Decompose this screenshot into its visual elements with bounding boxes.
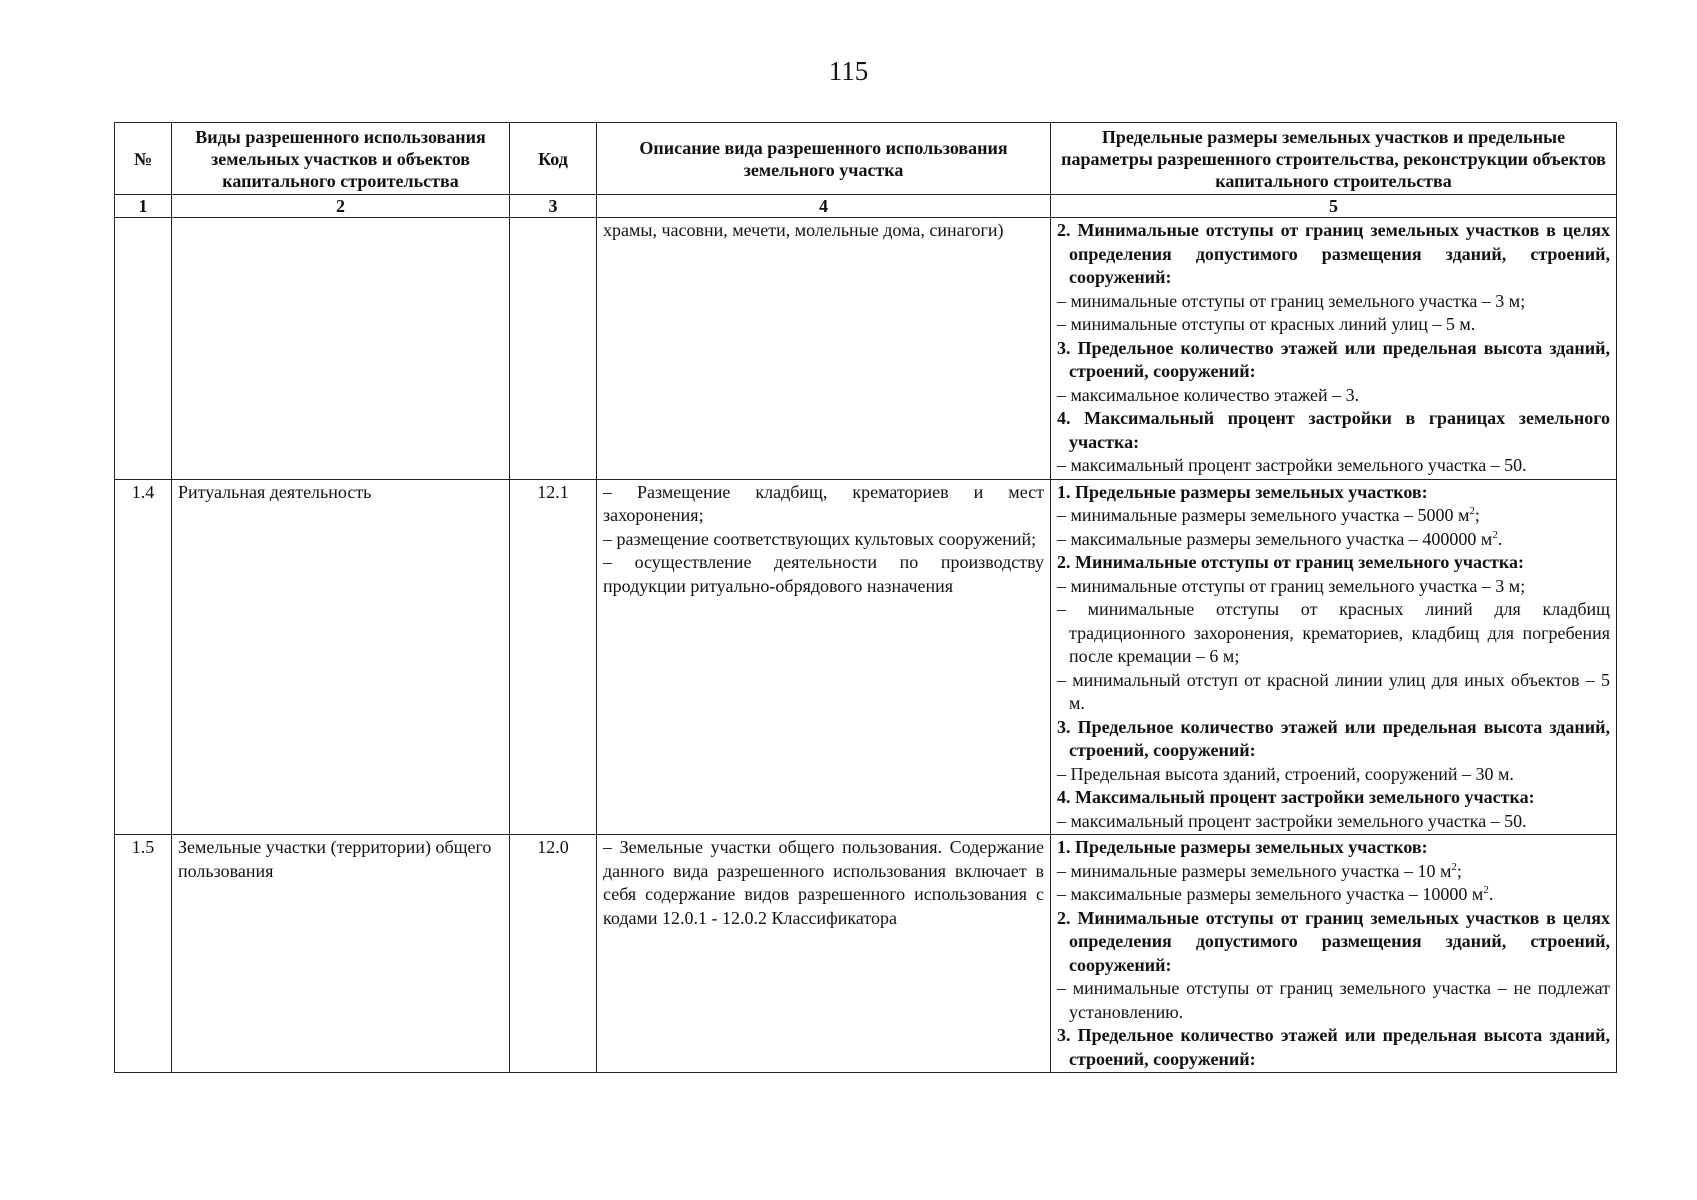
row-use-type: Земельные участки (территории) общего пользования: [172, 835, 510, 1073]
header-code: Код: [510, 123, 597, 195]
parameter-text: – минимальные отступы от красных линий улиц – 5 м.: [1057, 314, 1476, 334]
parameter-text: – минимальный отступ от красной линии улиц для иных объектов – 5 м.: [1057, 669, 1610, 713]
parameter-text: – Предельная высота зданий, строений, сооружений – 30 м.: [1057, 763, 1514, 784]
parameter-heading: [1057, 716, 1610, 763]
row-code: [510, 218, 597, 480]
parameter-item: [1057, 313, 1610, 337]
description-item: – осуществление деятельности по производству продукции ритуально-обрядового назначения: [603, 552, 1044, 596]
parameter-item: [1057, 763, 1610, 787]
parameter-text: – минимальные размеры земельного участка – 10 м: [1057, 860, 1452, 881]
header-description: Описание вида разрешенного использования земельного участка: [597, 123, 1051, 195]
parameter-item: [1057, 504, 1610, 528]
row-number: 1.4: [115, 479, 172, 835]
row-parameters: [1051, 835, 1617, 1073]
table-row: [115, 835, 1617, 1073]
column-number-row: [115, 195, 1617, 218]
parameter-text: – максимальный процент застройки земельного участка – 50.: [1057, 455, 1527, 475]
description-item: – Размещение кладбищ, крематориев и мест захоронения;: [603, 481, 1044, 525]
parameter-heading: [1057, 1024, 1610, 1071]
parameter-tail: .: [1488, 884, 1494, 904]
parameter-text: 4. Максимальный процент застройки земельного участка:: [1057, 787, 1535, 807]
header-use-type: Виды разрешенного использования земельных участков и объектов капитального строительства: [172, 123, 510, 195]
parameter-item: [1057, 977, 1610, 1024]
row-use-type: [172, 218, 510, 480]
parameter-heading: [1057, 407, 1610, 454]
parameter-text: – максимальное количество этажей – 3.: [1057, 384, 1360, 405]
parameter-tail: ;: [1474, 505, 1480, 525]
column-number: 3: [510, 195, 597, 218]
parameter-item: [1057, 669, 1610, 716]
column-number: 1: [115, 195, 172, 218]
parameter-heading: [1057, 219, 1610, 290]
parameter-text: 3. Предельное количество этажей или предельная высота зданий, строений, сооружений:: [1057, 337, 1610, 381]
parameter-item: [1057, 528, 1610, 552]
parameter-text: 3. Предельное количество этажей или предельная высота зданий, строений, сооружений:: [1057, 1025, 1610, 1069]
description-item: – Земельные участки общего пользования. Содержание данного вида разрешенного использования включает в себя содержание видов разрешенного использования с кодами 12.0.1 - 12.0.2 Классификатора: [603, 837, 1044, 928]
parameter-text: – минимальные отступы от границ земельного участка – не подлежат установлению.: [1057, 978, 1610, 1022]
land-use-table: [114, 122, 1617, 1073]
parameter-item: [1057, 860, 1610, 884]
parameter-text: – минимальные отступы от красных линий для кладбищ традиционного захоронения, крематориев, кладбищ для погребения после кремации – 6 м;: [1057, 599, 1610, 666]
parameter-item: [1057, 598, 1610, 669]
row-parameters: [1051, 218, 1617, 480]
parameter-heading: [1057, 551, 1610, 575]
row-number: 1.5: [115, 835, 172, 1073]
parameter-text: 1. Предельные размеры земельных участков:: [1057, 481, 1428, 502]
header-number: №: [115, 123, 172, 195]
parameter-heading: [1057, 907, 1610, 978]
parameter-text: 1. Предельные размеры земельных участков:: [1057, 837, 1428, 857]
page-number: 115: [828, 56, 869, 86]
row-code: 12.1: [510, 479, 597, 835]
parameter-text: – минимальные отступы от границ земельного участка – 3 м;: [1057, 575, 1526, 596]
table-row: [115, 479, 1617, 835]
parameter-text: – минимальные отступы от границ земельного участка – 3 м;: [1057, 290, 1526, 311]
parameter-heading: [1057, 337, 1610, 384]
row-use-type: Ритуальная деятельность: [172, 479, 510, 835]
table-row: [115, 218, 1617, 480]
superscript: 2: [1483, 884, 1489, 896]
parameter-heading: [1057, 836, 1610, 860]
column-number: 5: [1051, 195, 1617, 218]
parameter-text: – максимальные размеры земельного участка – 10000 м: [1057, 884, 1484, 904]
superscript: 2: [1469, 505, 1475, 517]
description-item: храмы, часовни, мечети, молельные дома, синагоги): [603, 220, 1004, 240]
parameter-text: 2. Минимальные отступы от границ земельных участков в целях определения допустимого размещения зданий, строений, сооружений:: [1057, 907, 1610, 975]
header-row: [115, 123, 1617, 195]
parameter-text: – максимальный процент застройки земельного участка – 50.: [1057, 810, 1527, 831]
column-number: 2: [172, 195, 510, 218]
row-code: 12.0: [510, 835, 597, 1073]
row-parameters: [1051, 479, 1617, 835]
header-parameters: Предельные размеры земельных участков и предельные параметры разрешенного строительства, реконструкции объектов капитального строительства: [1051, 123, 1617, 195]
parameter-item: [1057, 883, 1610, 907]
row-number: [115, 218, 172, 480]
parameter-text: 3. Предельное количество этажей или предельная высота зданий, строений, сооружений:: [1057, 716, 1610, 760]
superscript: 2: [1451, 860, 1457, 873]
parameter-item: [1057, 575, 1610, 599]
parameter-text: 2. Минимальные отступы от границ земельных участков в целях определения допустимого размещения зданий, строений, сооружений:: [1057, 220, 1610, 287]
parameter-heading: [1057, 481, 1610, 505]
parameter-text: – максимальные размеры земельного участка – 400000 м: [1057, 528, 1493, 549]
row-description: [597, 218, 1051, 480]
superscript: 2: [1492, 528, 1498, 541]
parameter-tail: ;: [1456, 860, 1462, 881]
table-body: [115, 218, 1617, 1073]
parameter-heading: [1057, 786, 1610, 810]
parameter-item: [1057, 384, 1610, 408]
parameter-text: 2. Минимальные отступы от границ земельного участка:: [1057, 552, 1524, 572]
description-item: – размещение соответствующих культовых сооружений;: [603, 528, 1037, 549]
parameter-text: 4. Максимальный процент застройки в границах земельного участка:: [1057, 408, 1610, 452]
parameter-tail: .: [1497, 528, 1503, 549]
parameter-item: [1057, 454, 1610, 478]
column-number: 4: [597, 195, 1051, 218]
parameter-item: [1057, 810, 1610, 834]
parameter-text: – минимальные размеры земельного участка – 5000 м: [1057, 505, 1470, 525]
row-description: [597, 835, 1051, 1073]
parameter-item: [1057, 290, 1610, 314]
row-description: [597, 479, 1051, 835]
